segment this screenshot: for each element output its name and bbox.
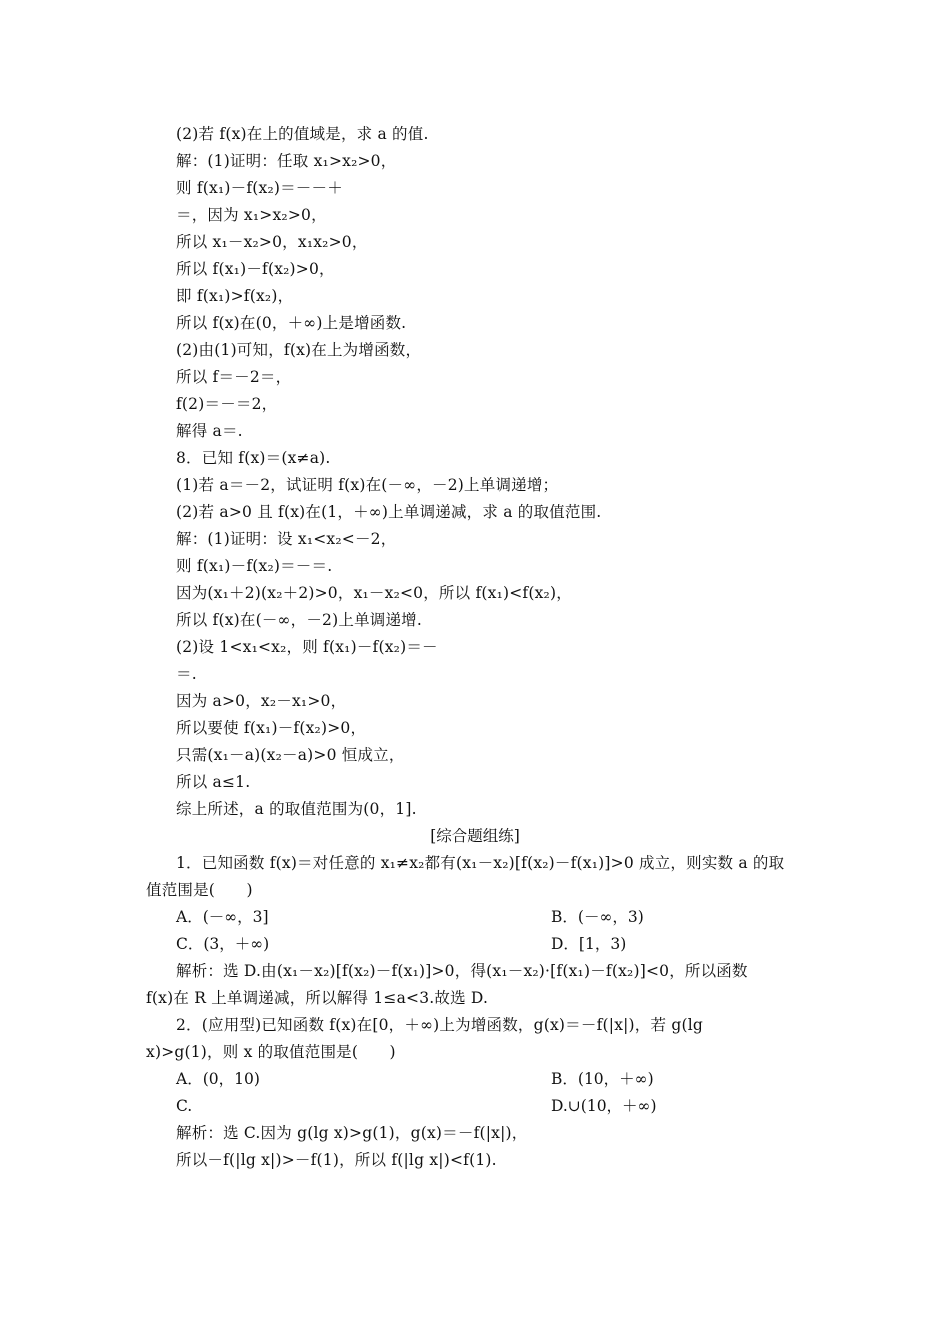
problem7-part2-question: (2)若 f(x)在上的值域是，求 a 的值. [176,125,429,143]
problem8-part1: (1)若 a＝－2，试证明 f(x)在(－∞，－2)上单调递增； [176,476,559,494]
q1-option-b: B．(－∞，3) [551,908,644,926]
q2-option-d: D.∪(10，＋∞) [551,1097,657,1115]
q1-stem-continued: 值范围是( ) [146,881,253,899]
problem8-solution-line: 只需(x₁－a)(x₂－a)>0 恒成立， [176,746,405,764]
problem8-solution-line: 因为 a>0，x₂－x₁>0， [176,692,347,710]
problem8-stem: 8．已知 f(x)＝(x≠a). [176,449,331,467]
problem8-solution-line: 所以 f(x)在(－∞，－2)上单调递增. [176,611,422,629]
problem7-solution-line: 所以 f＝－2＝， [176,368,292,386]
problem8-solution-line: 所以要使 f(x₁)－f(x₂)>0， [176,719,367,737]
problem7-solution-line: 即 f(x₁)>f(x₂)， [176,287,294,305]
problem7-solution-line: 所以 f(x₁)－f(x₂)>0， [176,260,335,278]
q2-stem-continued: x)>g(1)，则 x 的取值范围是( ) [146,1043,396,1061]
problem7-solution-line: f(2)＝－＝2， [176,395,278,413]
problem7-solution-line: 则 f(x₁)－f(x₂)＝－－＋ [176,179,343,197]
q2-analysis: 解析：选 C.因为 g(lg x)>g(1)，g(x)＝－f(|x|)， [176,1124,528,1142]
q2-option-c: C. [176,1097,193,1115]
problem7-solution-line: ＝，因为 x₁>x₂>0， [176,206,327,224]
problem7-solution-line: (2)由(1)可知，f(x)在上为增函数， [176,341,422,359]
problem8-solution-line: 综上所述，a 的取值范围为(0，1]. [176,800,417,818]
problem8-solution-line: 因为(x₁＋2)(x₂＋2)>0，x₁－x₂<0，所以 f(x₁)<f(x₂)， [176,584,572,602]
section-title: [综合题组练] [430,827,520,845]
q2-analysis-continued: 所以－f(|lg x|)>－f(1)，所以 f(|lg x|)<f(1). [176,1151,497,1169]
q1-option-a: A．(－∞，3] [176,908,269,926]
q1-option-d: D．[1，3) [551,935,627,953]
problem8-solution-line: 解：(1)证明：设 x₁<x₂<－2， [176,530,397,548]
q2-option-b: B．(10，＋∞) [551,1070,654,1088]
problem7-solution-line: 解得 a＝. [176,422,243,440]
problem7-solution-line: 所以 x₁－x₂>0，x₁x₂>0， [176,233,368,251]
problem7-solution-line: 所以 f(x)在(0，＋∞)上是增函数. [176,314,407,332]
q1-stem: 1．已知函数 f(x)＝对任意的 x₁≠x₂都有(x₁－x₂)[f(x₂)－f(x₁)]>0 成立，则实数 a 的取 [176,854,785,872]
q1-analysis: 解析：选 D.由(x₁－x₂)[f(x₂)－f(x₁)]>0，得(x₁－x₂)·[f(x₁)－f(x₂)]<0，所以函数 [176,962,748,980]
problem8-solution-line: (2)设 1<x₁<x₂，则 f(x₁)－f(x₂)＝－ [176,638,438,656]
q2-option-a: A．(0，10) [176,1070,260,1088]
q1-option-c: C．(3，＋∞) [176,935,270,953]
problem7-solution-line: 解：(1)证明：任取 x₁>x₂>0， [176,152,397,170]
problem8-solution-line: ＝. [176,665,197,683]
problem8-part2: (2)若 a>0 且 f(x)在(1，＋∞)上单调递减，求 a 的取值范围. [176,503,602,521]
q1-analysis-continued: f(x)在 R 上单调递减，所以解得 1≤a<3.故选 D. [146,989,489,1007]
q2-stem: 2．(应用型)已知函数 f(x)在[0，＋∞)上为增函数，g(x)＝－f(|x|)，若 g(lg [176,1016,703,1034]
problem8-solution-line: 所以 a≤1. [176,773,251,791]
problem8-solution-line: 则 f(x₁)－f(x₂)＝－＝. [176,557,333,575]
